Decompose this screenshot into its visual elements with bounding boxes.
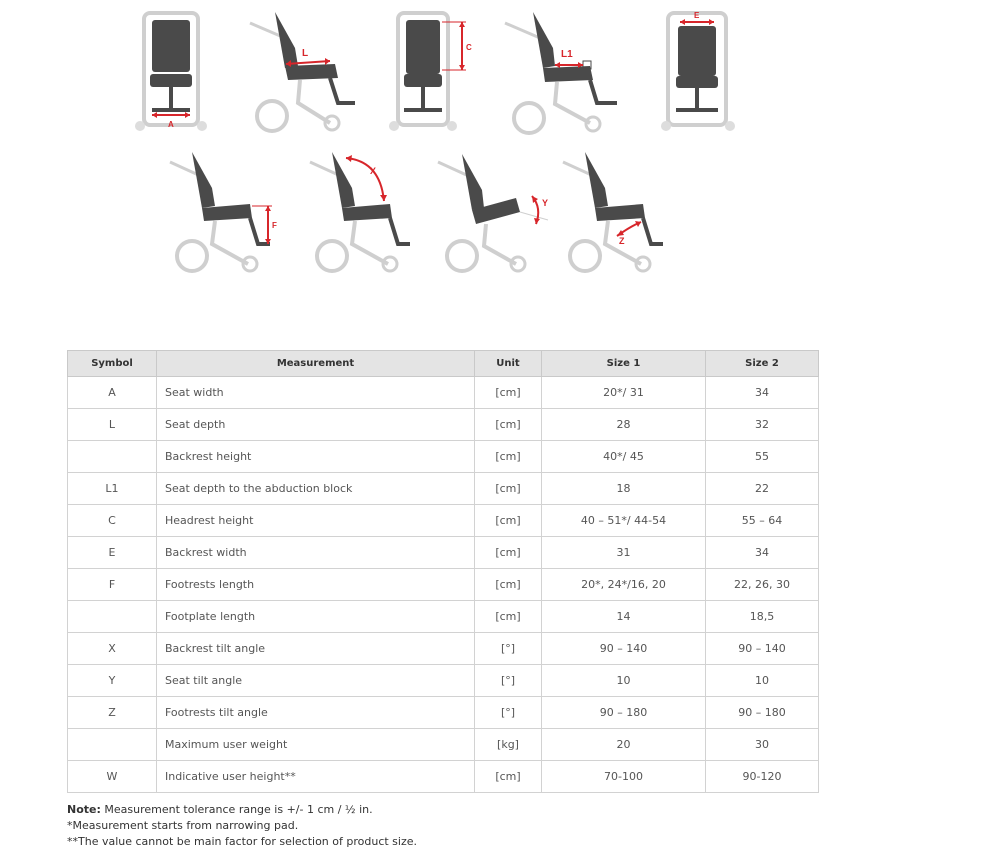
- cell-size2: 30: [706, 729, 819, 761]
- cell-size1: 90 – 140: [542, 633, 706, 665]
- diagram-label-c: C: [466, 43, 472, 52]
- table-row: [68, 697, 819, 729]
- cell-measurement: Headrest height: [157, 505, 475, 537]
- cell-measurement: Seat tilt angle: [157, 665, 475, 697]
- header-size1: Size 1: [542, 351, 706, 377]
- table-row: [68, 441, 819, 473]
- note-text: Measurement tolerance range is +/- 1 cm / ½ in.: [100, 803, 373, 816]
- cell-measurement: Footrests tilt angle: [157, 697, 475, 729]
- cell-size1: 70-100: [542, 761, 706, 793]
- header-unit: Unit: [475, 351, 542, 377]
- table-row: [68, 505, 819, 537]
- cell-size2: 18,5: [706, 601, 819, 633]
- cell-size1: 18: [542, 473, 706, 505]
- cell-size2: 90-120: [706, 761, 819, 793]
- cell-size2: 34: [706, 537, 819, 569]
- diagram-headrest-height-c: [386, 8, 476, 136]
- cell-symbol: C: [68, 505, 157, 537]
- cell-measurement: Backrest tilt angle: [157, 633, 475, 665]
- cell-symbol: [68, 729, 157, 761]
- cell-size1: 20*, 24*/16, 20: [542, 569, 706, 601]
- cell-measurement: Footplate length: [157, 601, 475, 633]
- cell-unit: [cm]: [475, 473, 542, 505]
- asterisk-note: *Measurement starts from narrowing pad.: [67, 819, 299, 832]
- diagram-label-l1: L1: [561, 49, 573, 60]
- diagram-backrest-tilt-x: [310, 146, 420, 276]
- cell-symbol: A: [68, 377, 157, 409]
- double-asterisk-note: **The value cannot be main factor for selection of product size.: [67, 835, 418, 848]
- cell-size1: 40*/ 45: [542, 441, 706, 473]
- cell-unit: [cm]: [475, 441, 542, 473]
- cell-size2: 32: [706, 409, 819, 441]
- cell-unit: [°]: [475, 633, 542, 665]
- note-label: Note:: [67, 803, 101, 816]
- specification-table: [67, 350, 819, 793]
- diagram-label-f: F: [272, 221, 277, 230]
- diagram-backrest-width-e: [660, 8, 740, 136]
- cell-measurement: Backrest height: [157, 441, 475, 473]
- cell-size1: 20*/ 31: [542, 377, 706, 409]
- cell-size1: 10: [542, 665, 706, 697]
- cell-measurement: Seat width: [157, 377, 475, 409]
- cell-size2: 55: [706, 441, 819, 473]
- cell-symbol: L1: [68, 473, 157, 505]
- cell-measurement: Indicative user height**: [157, 761, 475, 793]
- diagram-footrest-length-f: [170, 146, 280, 276]
- table-body: [68, 377, 819, 793]
- cell-unit: [cm]: [475, 761, 542, 793]
- cell-unit: [°]: [475, 697, 542, 729]
- measurement-diagrams: [0, 0, 988, 290]
- table-row: [68, 633, 819, 665]
- cell-unit: [kg]: [475, 729, 542, 761]
- table-row: [68, 473, 819, 505]
- diagram-seat-depth-l: [250, 8, 360, 136]
- table-row: [68, 665, 819, 697]
- cell-size1: 20: [542, 729, 706, 761]
- cell-unit: [°]: [475, 665, 542, 697]
- diagram-label-e: E: [694, 11, 700, 20]
- header-measurement: Measurement: [157, 351, 475, 377]
- cell-measurement: Maximum user weight: [157, 729, 475, 761]
- table-row: [68, 569, 819, 601]
- cell-measurement: Seat depth to the abduction block: [157, 473, 475, 505]
- cell-measurement: Footrests length: [157, 569, 475, 601]
- cell-size1: 28: [542, 409, 706, 441]
- cell-symbol: [68, 601, 157, 633]
- table-row: [68, 761, 819, 793]
- diagram-label-y: Y: [542, 198, 549, 208]
- cell-unit: [cm]: [475, 601, 542, 633]
- cell-unit: [cm]: [475, 505, 542, 537]
- cell-unit: [cm]: [475, 537, 542, 569]
- cell-unit: [cm]: [475, 569, 542, 601]
- diagram-label-a: A: [168, 120, 174, 129]
- cell-symbol: W: [68, 761, 157, 793]
- diagram-label-l: L: [302, 48, 309, 59]
- cell-size1: 14: [542, 601, 706, 633]
- cell-size2: 10: [706, 665, 819, 697]
- cell-unit: [cm]: [475, 377, 542, 409]
- tolerance-note: [67, 802, 417, 818]
- header-size2: Size 2: [706, 351, 819, 377]
- cell-size2: 55 – 64: [706, 505, 819, 537]
- cell-size2: 90 – 140: [706, 633, 819, 665]
- cell-size2: 90 – 180: [706, 697, 819, 729]
- cell-symbol: Z: [68, 697, 157, 729]
- table-row: [68, 729, 819, 761]
- cell-unit: [cm]: [475, 409, 542, 441]
- table-header-row: [68, 351, 819, 377]
- header-symbol: Symbol: [68, 351, 157, 377]
- diagram-seat-tilt-y: [438, 146, 558, 276]
- cell-size1: 31: [542, 537, 706, 569]
- cell-symbol: Y: [68, 665, 157, 697]
- cell-measurement: Seat depth: [157, 409, 475, 441]
- diagram-abduction-depth-l1: [505, 8, 620, 136]
- cell-symbol: [68, 441, 157, 473]
- table-row: [68, 409, 819, 441]
- cell-size2: 34: [706, 377, 819, 409]
- cell-symbol: L: [68, 409, 157, 441]
- diagram-label-z: Z: [619, 236, 625, 246]
- diagram-label-x: X: [370, 166, 377, 176]
- diagram-footrest-tilt-z: [563, 146, 673, 276]
- table-row: [68, 601, 819, 633]
- cell-size2: 22, 26, 30: [706, 569, 819, 601]
- cell-symbol: X: [68, 633, 157, 665]
- table-row: [68, 537, 819, 569]
- cell-symbol: F: [68, 569, 157, 601]
- cell-size1: 90 – 180: [542, 697, 706, 729]
- notes: [67, 802, 417, 850]
- diagram-seat-width-a: [130, 8, 212, 136]
- cell-size1: 40 – 51*/ 44-54: [542, 505, 706, 537]
- table-row: [68, 377, 819, 409]
- cell-size2: 22: [706, 473, 819, 505]
- cell-measurement: Backrest width: [157, 537, 475, 569]
- cell-symbol: E: [68, 537, 157, 569]
